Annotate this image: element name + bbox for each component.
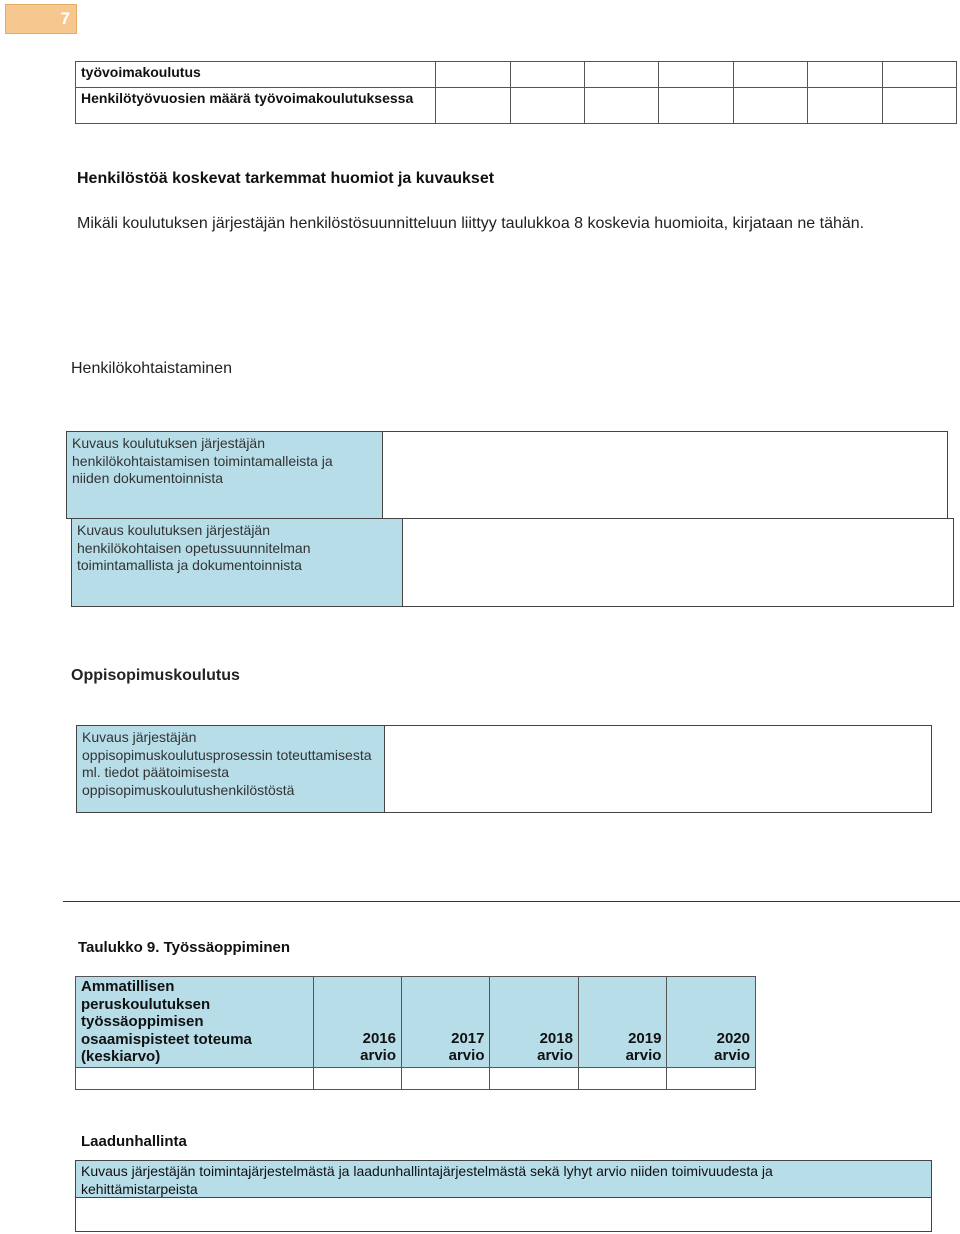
quality-label: Kuvaus järjestäjän toimintajärjestelmästä ja laadunhallintajärjestelmästä sekä lyhyt arvio niiden toimivuudesta ja kehittämistarpeista: [81, 1163, 773, 1197]
training-cell[interactable]: [585, 62, 659, 88]
table9-note: arvio: [448, 1047, 485, 1064]
page-number-badge: [5, 4, 77, 34]
table9-year: 2017: [451, 1029, 485, 1047]
training-cell[interactable]: [808, 62, 882, 88]
apprenticeship-input[interactable]: [384, 725, 932, 813]
table9-col-2020: [667, 977, 756, 1068]
training-cell[interactable]: [585, 88, 659, 124]
personalization-box1-label-cell: [66, 431, 383, 519]
training-cell[interactable]: [733, 62, 807, 88]
table9-value-cell[interactable]: [76, 1067, 314, 1090]
training-cell[interactable]: [659, 88, 733, 124]
training-cell[interactable]: [808, 88, 882, 124]
personalization-box2-label-cell: [71, 518, 403, 607]
personalization-box1-label: Kuvaus koulutuksen järjestäjän henkilökohtaistamisen toimintamalleista ja niiden dokumentoinnista: [72, 435, 333, 486]
personalization-heading: Henkilökohtaistaminen: [71, 360, 232, 377]
table9-year: 2016: [362, 1029, 396, 1047]
training-cell[interactable]: [436, 62, 510, 88]
training-row2-label: Henkilötyövuosien määrä työvoimakoulutuksessa: [76, 88, 436, 124]
table9-value-cell[interactable]: [667, 1067, 756, 1090]
staff-notes-text: Mikäli koulutuksen järjestäjän henkilöstösuunnitteluun liittyy taulukkoa 8 koskevia huomioita, kirjataan ne tähän.: [77, 215, 865, 232]
quality-input[interactable]: [75, 1197, 932, 1232]
table9-note: arvio: [714, 1047, 750, 1064]
training-table: [75, 61, 957, 124]
table9: [75, 976, 756, 1090]
training-cell[interactable]: [733, 88, 807, 124]
table9-value-cell[interactable]: [490, 1067, 578, 1090]
table9-caption: Taulukko 9. Työssäoppiminen: [78, 939, 290, 956]
quality-heading: Laadunhallinta: [81, 1133, 187, 1150]
apprenticeship-heading: Oppisopimuskoulutus: [71, 667, 240, 684]
training-cell[interactable]: [510, 88, 584, 124]
quality-label-cell: [75, 1160, 932, 1198]
personalization-box2-input[interactable]: [402, 518, 954, 607]
table9-row-header: Ammatillisen peruskoulutuksen työssäoppimisen osaamispisteet toteuma (keskiarvo): [76, 977, 314, 1068]
table9-col-2019: [578, 977, 666, 1068]
personalization-box2-label: Kuvaus koulutuksen järjestäjän henkilökohtaisen opetussuunnitelman toimintamallista ja dokumentoinnista: [77, 522, 311, 573]
table9-value-cell[interactable]: [402, 1067, 490, 1090]
training-cell[interactable]: [510, 62, 584, 88]
table9-col-2016: [313, 977, 401, 1068]
page-number: 7: [60, 9, 70, 28]
table9-note: arvio: [537, 1047, 573, 1064]
training-row1-label: työvoimakoulutus: [76, 62, 436, 88]
personalization-box1-input[interactable]: [382, 431, 948, 519]
training-cell[interactable]: [436, 88, 510, 124]
table9-col-2017: [402, 977, 490, 1068]
table9-col-2018: [490, 977, 578, 1068]
section-divider: [63, 901, 960, 902]
table9-year: 2019: [628, 1029, 662, 1047]
table9-value-cell[interactable]: [578, 1067, 666, 1090]
table9-value-cell[interactable]: [313, 1067, 401, 1090]
table9-year: 2020: [716, 1029, 750, 1047]
table9-year: 2018: [539, 1029, 573, 1047]
staff-notes-heading: Henkilöstöä koskevat tarkemmat huomiot ja kuvaukset: [77, 170, 495, 187]
training-cell[interactable]: [882, 62, 956, 88]
table9-note: arvio: [625, 1047, 662, 1064]
apprenticeship-label-cell: [76, 725, 385, 813]
apprenticeship-label: Kuvaus järjestäjän oppisopimuskoulutusprosessin toteuttamisesta ml. tiedot päätoimisesta oppisopimuskoulutushenkilöstöstä: [82, 729, 372, 798]
table9-note: arvio: [360, 1047, 396, 1064]
training-cell[interactable]: [882, 88, 956, 124]
training-cell[interactable]: [659, 62, 733, 88]
